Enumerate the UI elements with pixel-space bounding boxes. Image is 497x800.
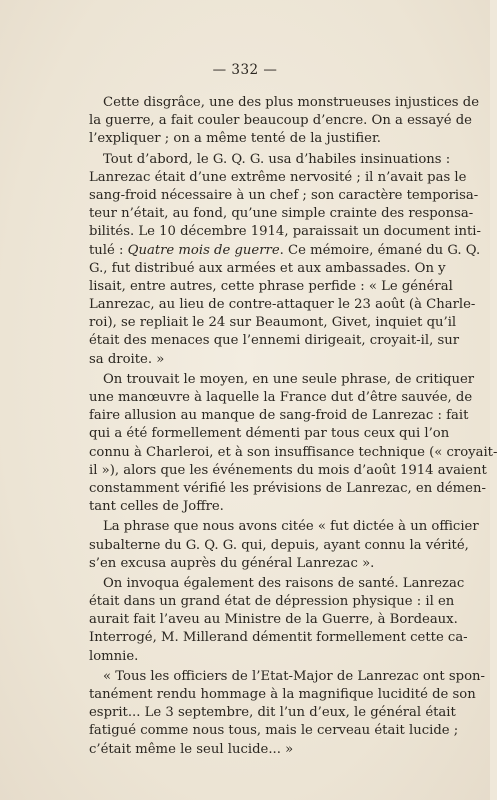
text-line: La phrase que nous avons citée « fut dictée à un officier: [103, 519, 479, 535]
text-line: esprit... Le 3 septembre, dit l’un d’eux, le général était: [89, 705, 456, 721]
paragraph: [89, 668, 485, 759]
text-line: sang-froid nécessaire à un chef ; son caractère temporisa-: [89, 187, 479, 203]
text-line: aurait fait l’aveu au Ministre de la Guerre, à Bordeaux.: [89, 612, 458, 628]
text-line: On trouvait le moyen, en une seule phrase, de critiquer: [103, 371, 475, 387]
text-line: l’expliquer ; on a même tenté de la justifier.: [89, 131, 382, 147]
text-line: faire allusion au manque de sang-froid de Lanrezac : fait: [89, 408, 469, 424]
text-line: s’en excusa auprès du général Lanrezac ».: [89, 555, 375, 571]
text-line: tanément rendu hommage à la magnifique lucidité de son: [89, 687, 476, 702]
text-line: bilités. Le 10 décembre 1914, paraissait un document inti-: [89, 224, 481, 240]
text-line: connu à Charleroi, et à son insuffisance technique (« croyait-: [89, 444, 497, 460]
text-line: G., fut distribué aux armées et aux ambassades. On y: [89, 260, 446, 276]
paragraph: [89, 151, 481, 369]
body-text: [89, 94, 497, 759]
text-line: était dans un grand état de dépression physique : il en: [89, 594, 455, 610]
text-line: il »), alors que les événements du mois d’août 1914 avaient: [89, 462, 487, 478]
text-line: Lanrezac, au lieu de contre-attaquer le 23 août (à Charle-: [89, 297, 476, 313]
paragraph: [89, 94, 480, 149]
italic-title: Quatre mois de guerre: [127, 242, 280, 258]
text-line: sa droite. »: [89, 351, 165, 367]
text-line: était des menaces que l’ennemi dirigeait, croyait-il, sur: [89, 333, 460, 349]
text-line: Interrogé, M. Millerand démentit formellement cette ca-: [89, 630, 468, 646]
text-line: Lanrezac était d’une extrême nervosité ; il n’avait pas le: [89, 169, 467, 185]
text-line: On invoqua également des raisons de santé. Lanrezac: [103, 575, 465, 591]
text-line: la guerre, a fait couler beaucoup d’encre. On a essayé de: [89, 113, 472, 129]
text-line: fatigué comme nous tous, mais le cerveau était lucide ;: [89, 723, 459, 739]
paragraph: [89, 518, 479, 573]
text-line: « Tous les officiers de l’Etat-Major de Lanrezac ont spon-: [103, 668, 485, 684]
paragraph: [89, 371, 497, 517]
text-line: lisait, entre autres, cette phrase perfide : « Le général: [89, 278, 453, 294]
text-line: teur n’était, au fond, qu’une simple crainte des responsa-: [89, 206, 474, 222]
text-line: qui a été formellement démenti par tous ceux qui l’on: [89, 426, 450, 442]
text-line: subalterne du G. Q. G. qui, depuis, ayant connu la vérité,: [89, 537, 469, 553]
text-line: une manœuvre à laquelle la France dut d’être sauvée, de: [89, 390, 473, 405]
page-number: — 332 —: [212, 62, 278, 78]
text-line: c’était même le seul lucide... »: [89, 741, 294, 757]
text-line: Cette disgrâce, une des plus monstrueuses injustices de: [103, 95, 480, 110]
text-line: roi), se repliait le 24 sur Beaumont, Givet, inquiet qu’il: [89, 315, 457, 331]
text-line: lomnie.: [89, 648, 139, 664]
paragraph: [89, 575, 468, 666]
text-line: Tout d’abord, le G. Q. G. usa d’habiles insinuations :: [103, 151, 451, 167]
text-line: tulé : Quatre mois de guerre. Ce mémoire, émané du G. Q.: [89, 242, 481, 258]
text-line: tant celles de Joffre.: [89, 499, 224, 515]
text-line: constamment vérifié les prévisions de Lanrezac, en démen-: [89, 480, 486, 496]
